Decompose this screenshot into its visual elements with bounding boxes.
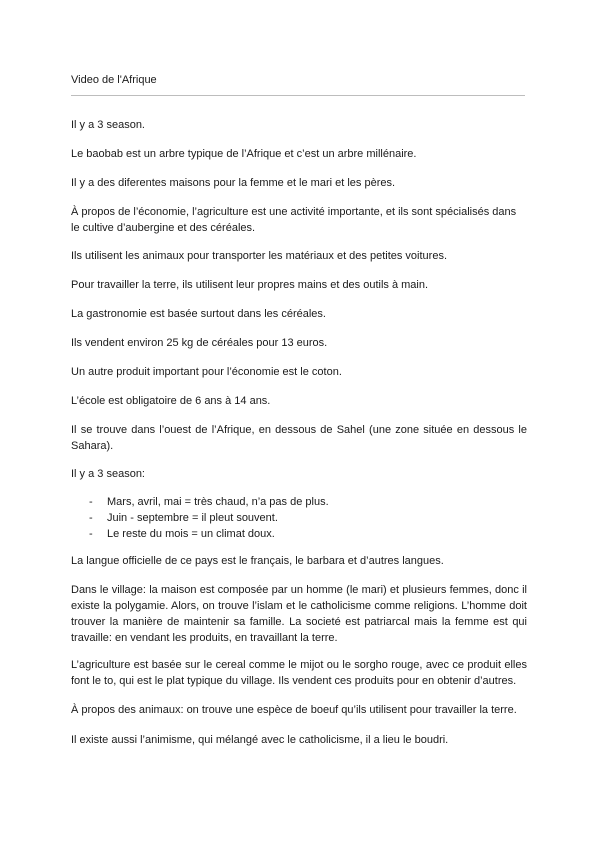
paragraph: Il se trouve dans l’ouest de l’Afrique, en dessous de Sahel (une zone située en dessous le Sahara). (71, 424, 527, 452)
paragraph: Ils utilisent les animaux pour transporter les matériaux et des petites voitures. (71, 250, 448, 262)
paragraph: Il y a 3 season: (71, 468, 145, 480)
paragraph: Ils vendent environ 25 kg de céréales pour 13 euros. (71, 337, 328, 349)
list-item-text: Juin - septembre = il pleut souvent. (107, 512, 278, 524)
paragraph: Un autre produit important pour l’économie est le coton. (71, 366, 342, 378)
list-item (71, 510, 527, 526)
paragraph: Le baobab est un arbre typique de l’Afrique et c’est un arbre millénaire. (71, 148, 417, 160)
list-item (71, 494, 527, 510)
paragraph: Il y a 3 season. (71, 119, 145, 131)
list-dash: - (89, 528, 93, 540)
paragraph: La gastronomie est basée surtout dans les céréales. (71, 308, 326, 320)
paragraph: L’école est obligatoire de 6 ans à 14 ans. (71, 395, 271, 407)
list-item-text: Mars, avril, mai = très chaud, n’a pas de plus. (107, 496, 329, 508)
paragraph: La langue officielle de ce pays est le français, le barbara et d’autres langues. (71, 555, 444, 567)
list-item-text: Le reste du mois = un climat doux. (107, 528, 275, 540)
paragraph: Il existe aussi l’animisme, qui mélangé avec le catholicisme, il a lieu le boudri. (71, 734, 449, 746)
document-title: Video de l'Afrique (71, 74, 157, 86)
list-dash: - (89, 512, 93, 524)
list-item (71, 526, 527, 542)
paragraph: Pour travailler la terre, ils utilisent leur propres mains et des outils à main. (71, 279, 429, 291)
paragraph: Dans le village: la maison est composée par un homme (le mari) et plusieurs femmes, donc il existe la polygamie. Alors, on trouve l’islam et le catholicisme comme religions. L’homme doit trouver la manière de maintenir sa famille. La societé est patriarcal mais la femme est qui travaille: en vendant les produits, en travaillant la terre. (71, 584, 527, 644)
list-dash: - (89, 496, 93, 508)
paragraph: À propos des animaux: on trouve une espèce de boeuf qu’ils utilisent pour travailler la terre. (71, 704, 517, 716)
paragraph: Il y a des diferentes maisons pour la femme et le mari et les pères. (71, 177, 396, 189)
paragraph: L’agriculture est basée sur le cereal comme le mijot ou le sorgho rouge, avec ce produit elles font le to, qui est le plat typique du village. Ils vendent ces produits pour en obtenir d’autres. (71, 659, 527, 687)
title-divider (71, 95, 525, 96)
paragraph: À propos de l’économie, l’agriculture est une activité importante, et ils sont spécialisés dans le cultive d’aubergine et des céréales. (71, 206, 517, 234)
seasons-list (71, 494, 527, 542)
